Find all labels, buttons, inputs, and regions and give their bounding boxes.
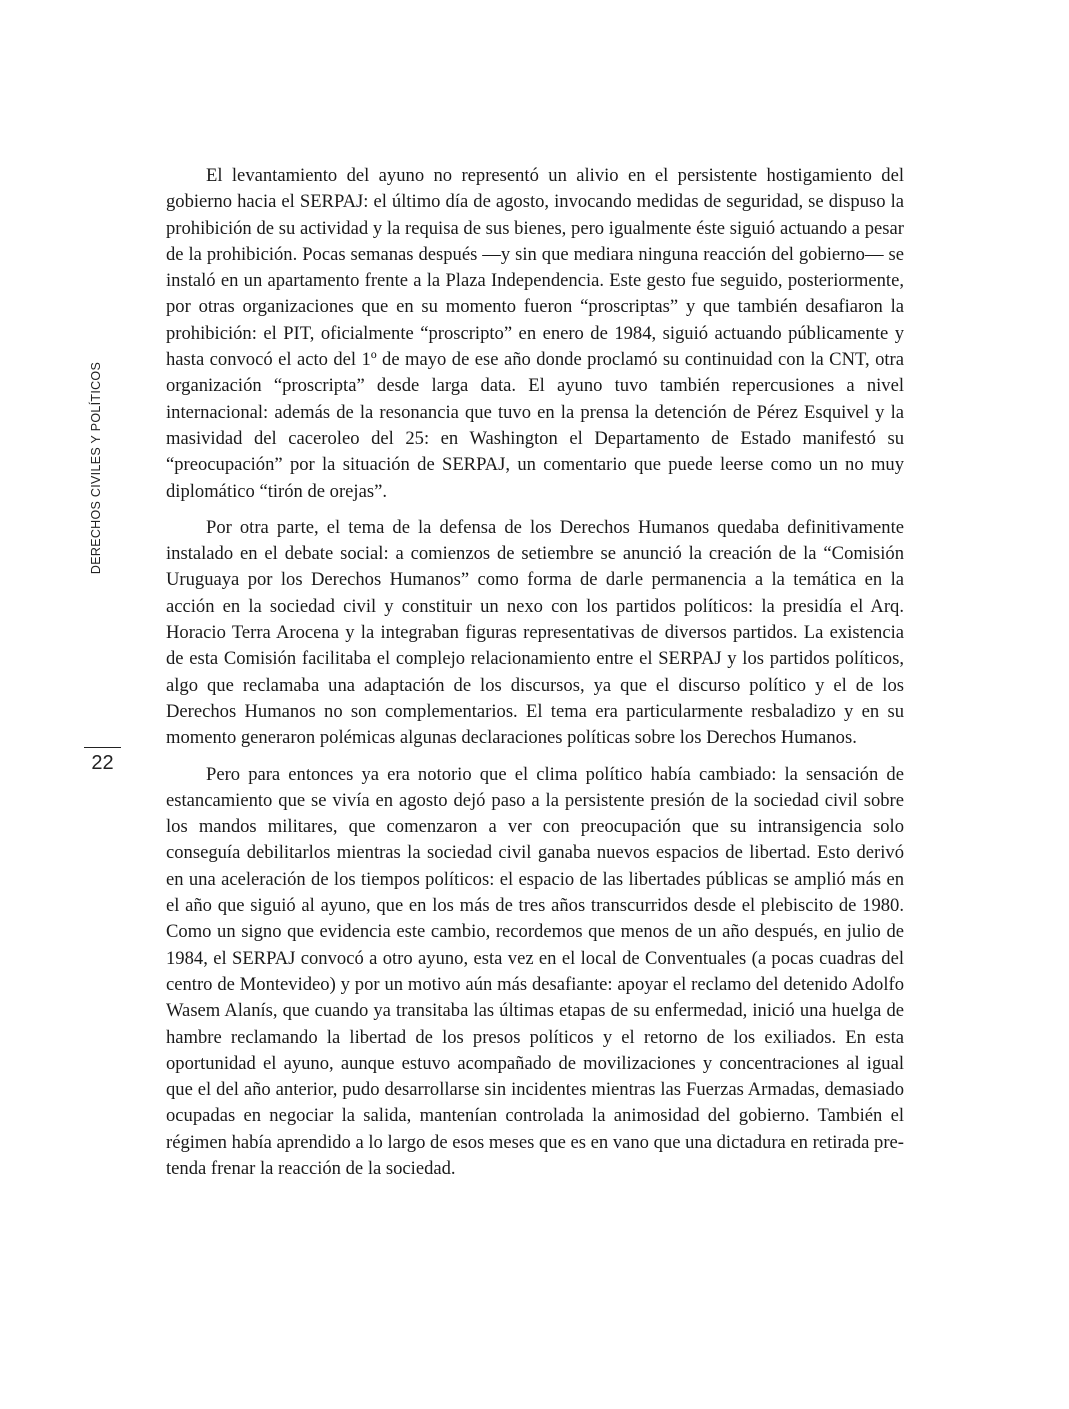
paragraph: Por otra parte, el tema de la defensa de los Derechos Humanos quedaba definitivamente instalado en el debate social: a comienzos de setiembre se anunció la creación de la “Comisión Uruguaya por los Derechos Humanos” como forma de darle permanencia a la temática en la acción en la sociedad civil y constituir un nexo con los partidos políticos: la presidía el Arq. Horacio Terra Arocena y la integraban figuras representativas de diversos partidos. La existencia de esta Comisión facilitaba el complejo relacionamiento entre el SERPAJ y los partidos políticos, algo que reclamaba una adaptación de los discursos, ya que el discurso político y el de los Derechos Humanos no son complementarios. El tema era particularmente resbaladizo y en su momento generaron polémicas algunas declaraciones políticas sobre los Derechos Humanos. bbox=[166, 516, 904, 749]
running-head-text: DERECHOS CIVILES Y POLÍTICOS bbox=[89, 361, 103, 575]
paragraph: El levantamiento del ayuno no representó un alivio en el persistente hostigamiento del gobierno hacia el SERPAJ: el último día de agosto, invocando medidas de seguridad, se dispuso la prohibición de su actividad y la requisa de sus bienes, pero igualmente éste siguió actuando a pesar de la prohibición. Pocas semanas después —y sin que mediara ninguna reacción del gobierno— se instaló en un apartamento frente a la Plaza Independencia. Este gesto fue seguido, posteriormente, por otras organizaciones que en su momento fueron “proscriptas” y que también desafiaron la prohibición: el PIT, oficialmente “proscripto” en enero de 1984, siguió actuando públicamente y hasta convocó el acto del 1º de mayo de ese año donde proclamó su continuidad con la CNT, otra organización “proscripta” desde larga data. El ayuno tuvo también repercusiones a nivel internacional: además de la resonancia que tuvo en la prensa la detención de Pérez Esquivel y la masividad del caceroleo del 25: en Washington el Departamento de Estado manifestó su “preocupación” por la situación de SERPAJ, un comentario que puede leerse como un no muy diplomático “tirón de orejas”. bbox=[166, 165, 904, 502]
page-number-rule bbox=[84, 747, 121, 748]
body-text bbox=[166, 163, 904, 1192]
page-number: 22 bbox=[91, 752, 114, 774]
paragraph: Pero para entonces ya era notorio que el clima político había cambiado: la sensación de estancamiento que se vivía en agosto dejó paso a la persistente presión de la sociedad civil sobre los mandos militares, que comenzaron a ver con preocupación que su intransigencia solo conseguía debilitarlos mientras la sociedad civil ganaba nuevos espacios de libertad. Esto derivó en una aceleración de los tiempos políticos: el espacio de las libertades públicas se amplió más en el año que siguió al ayuno, que en los más de tres años transcurridos desde el plebiscito de 1980. Como un signo que evidencia este cambio, recordemos que menos de un año después, en julio de 1984, el SERPAJ convocó a otro ayuno, esta vez en el local de Conventuales (a pocas cuadras del centro de Montevideo) y por un motivo aún más desafiante: apoyar el reclamo del detenido Adolfo Wasem Alanís, que cuando ya transitaba las últimas etapas de su enfermedad, inició una huelga de hambre reclamando la libertad de los presos políticos y el retorno de los exiliados. En esta oportunidad el ayuno, aunque estuvo acompañado de movilizaciones y concentraciones al igual que el del año anterior, pudo desarrollarse sin incidentes mientras las Fuerzas Armadas, demasiado ocupadas en negociar la salida, mantenían controlada la animosidad del gobierno. También el régimen había aprendido a lo largo de esos meses que es en vano que una dictadura en retirada pretenda frenar la reacción de la sociedad. bbox=[166, 763, 904, 1179]
